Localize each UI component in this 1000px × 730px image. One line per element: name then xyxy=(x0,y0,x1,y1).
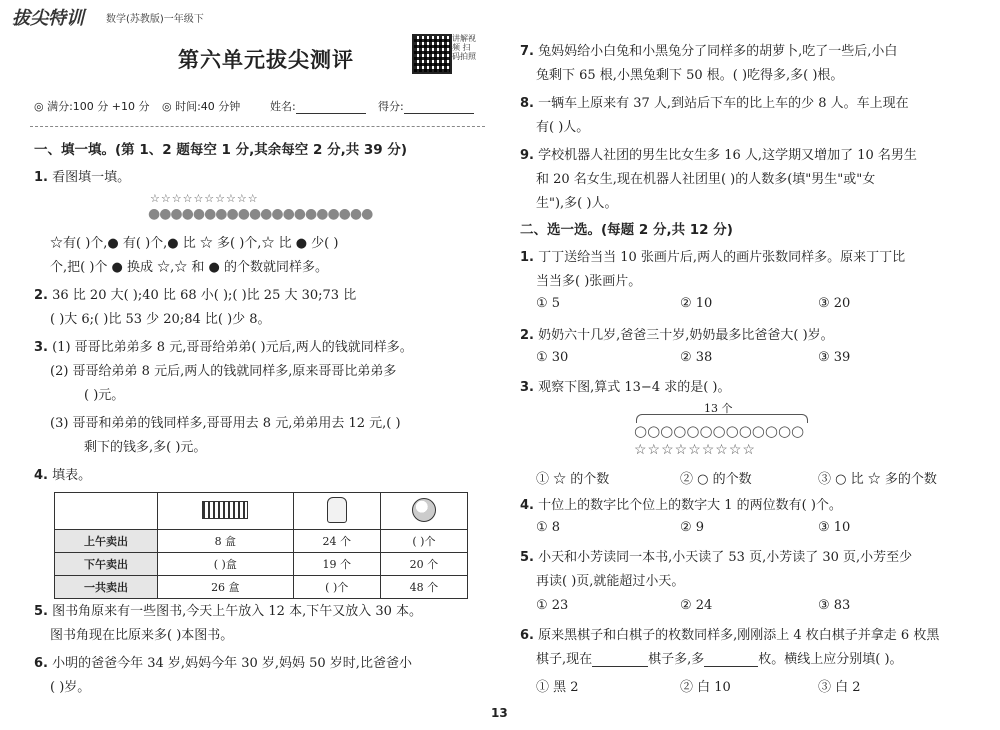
page-number: 13 xyxy=(491,706,508,720)
table-corner xyxy=(55,493,158,530)
table-cell[interactable]: ( )盒 xyxy=(158,553,294,576)
s2q2-text1: 奶奶六十几岁,爸爸三十岁,奶奶最多比爸爸大( )岁。 xyxy=(538,328,834,343)
q1-line2: 个,把( )个 ● 换成 ☆,☆ 和 ● 的个数就同样多。 xyxy=(50,260,329,275)
s2q2-number: 2. xyxy=(520,328,534,343)
q3-line2: (2) 哥哥给弟弟 8 元后,两人的钱就同样多,原来哥哥比弟弟多 xyxy=(50,364,397,379)
s2q6-line1 xyxy=(520,624,939,643)
q3-number: 3. xyxy=(34,340,48,355)
table-cell: 48 个 xyxy=(380,576,467,599)
s2q1-line1 xyxy=(520,246,905,265)
s2q6-blank-2[interactable] xyxy=(704,654,758,667)
stars-row: ☆☆☆☆☆☆☆☆☆ xyxy=(634,442,756,458)
q5-text1: 图书角原来有一些图书,今天上午放入 12 本,下午又放入 30 本。 xyxy=(52,604,423,619)
divider xyxy=(30,126,485,127)
q1-prompt xyxy=(34,166,130,185)
table-row xyxy=(55,530,468,553)
name-field[interactable] xyxy=(270,98,366,114)
s2q6-text2a: 棋子,现在 xyxy=(536,652,593,667)
backpack-icon xyxy=(327,497,347,523)
q1-text: 看图填一填。 xyxy=(52,170,131,185)
name-line xyxy=(296,101,366,114)
s2q1-option-2[interactable]: ② 10 xyxy=(680,296,713,311)
table-header-backpack xyxy=(293,493,380,530)
section1-heading: 一、填一填。(第 1、2 题每空 1 分,其余每空 2 分,共 39 分) xyxy=(34,142,408,158)
s2q5-line1 xyxy=(520,546,912,565)
table-cell: 8 盒 xyxy=(158,530,294,553)
s2q6-line2 xyxy=(536,648,903,667)
s2q5-line2: 再读( )页,就能超过小天。 xyxy=(536,574,685,589)
s2q3-text1: 观察下图,算式 13−4 求的是( )。 xyxy=(538,380,731,395)
q4-number: 4. xyxy=(34,468,48,483)
sales-table xyxy=(54,492,468,599)
s2q3-number: 3. xyxy=(520,380,534,395)
q2-line1 xyxy=(34,284,356,303)
score-line xyxy=(404,101,474,114)
q5-number: 5. xyxy=(34,604,48,619)
q2-text1: 36 比 20 大( );40 比 68 小( );( )比 25 大 30;73 比 xyxy=(52,288,357,303)
q5-line2: 图书角现在比原来多( )本图书。 xyxy=(50,628,234,643)
table-row xyxy=(55,553,468,576)
s2q6-blank-1[interactable] xyxy=(592,654,648,667)
table-cell: 20 个 xyxy=(380,553,467,576)
s2q1-number: 1. xyxy=(520,250,534,265)
time-limit: ◎ 时间:40 分钟 xyxy=(162,100,241,113)
s2q4-text1: 十位上的数字比个位上的数字大 1 的两位数有( )个。 xyxy=(538,498,842,513)
q6-number: 6. xyxy=(34,656,48,671)
score-label: 得分: xyxy=(378,100,404,113)
q8-number: 8. xyxy=(520,96,534,111)
s2q5-option-3[interactable]: ③ 83 xyxy=(818,598,851,613)
s2q3-option-3[interactable]: ③ ○ 比 ☆ 多的个数 xyxy=(818,472,937,487)
s2q4-option-3[interactable]: ③ 10 xyxy=(818,520,851,535)
q8-line1 xyxy=(520,92,909,111)
q6-line2: ( )岁。 xyxy=(50,680,91,695)
book-subtitle: 数学(苏教版)一年级下 xyxy=(106,14,204,25)
full-score: ◎ 满分:100 分 +10 分 xyxy=(34,100,150,113)
row-label: 下午卖出 xyxy=(55,553,158,576)
table-header-row xyxy=(55,493,468,530)
s2q1-text1: 丁丁送给当当 10 张画片后,两人的画片张数同样多。原来丁丁比 xyxy=(538,250,906,265)
q7-line1 xyxy=(520,40,897,59)
q9-number: 9. xyxy=(520,148,534,163)
q2-number: 2. xyxy=(34,288,48,303)
row-label: 一共卖出 xyxy=(55,576,158,599)
q7-line2: 兔剩下 65 根,小黑兔剩下 50 根。( )吃得多,多( )根。 xyxy=(536,68,844,83)
brand-logo: 拔尖特训 xyxy=(12,8,84,29)
s2q4-option-1[interactable]: ① 8 xyxy=(536,520,561,535)
q3-line4: (3) 哥哥和弟弟的钱同样多,哥哥用去 8 元,弟弟用去 12 元,( ) xyxy=(50,416,401,431)
q1-dots: ●●●●●●●●●●●●●●●●●●●● xyxy=(148,206,373,222)
table-row xyxy=(55,576,468,599)
q7-text1: 兔妈妈给小白兔和小黑兔分了同样多的胡萝卜,吃了一些后,小白 xyxy=(538,44,898,59)
section2-heading: 二、选一选。(每题 2 分,共 12 分) xyxy=(520,222,733,238)
s2q6-number: 6. xyxy=(520,628,534,643)
q1-line1: ☆有( )个,● 有( )个,● 比 ☆ 多( )个,☆ 比 ● 少( ) xyxy=(50,236,339,251)
q3-line3: ( )元。 xyxy=(84,388,125,403)
q1-stars: ☆☆☆☆☆☆☆☆☆☆ xyxy=(150,192,259,205)
q7-number: 7. xyxy=(520,44,534,59)
s2q6-text2b: 棋子多,多 xyxy=(648,652,705,667)
s2q6-option-1[interactable]: ① 黑 2 xyxy=(536,680,579,695)
s2q6-option-2[interactable]: ② 白 10 xyxy=(680,680,731,695)
name-label: 姓名: xyxy=(270,100,296,113)
s2q5-option-1[interactable]: ① 23 xyxy=(536,598,569,613)
q9-line1 xyxy=(520,144,917,163)
q9-text1: 学校机器人社团的男生比女生多 16 人,这学期又增加了 10 名男生 xyxy=(538,148,917,163)
qr-label: 讲解视频 扫码拍照 xyxy=(452,34,476,61)
s2q2-line1 xyxy=(520,324,834,343)
s2q1-line2: 当当多( )张画片。 xyxy=(536,274,642,289)
volleyball-icon xyxy=(412,498,436,522)
s2q3-option-1[interactable]: ① ☆ 的个数 xyxy=(536,472,610,487)
table-cell: 26 盒 xyxy=(158,576,294,599)
circles-row: ○○○○○○○○○○○○○ xyxy=(634,422,805,440)
s2q1-option-3[interactable]: ③ 20 xyxy=(818,296,851,311)
table-header-keyboard xyxy=(158,493,294,530)
table-cell[interactable]: ( )个 xyxy=(380,530,467,553)
s2q2-option-1[interactable]: ① 30 xyxy=(536,350,569,365)
s2q3-option-2[interactable]: ② ○ 的个数 xyxy=(680,472,752,487)
q6-text1: 小明的爸爸今年 34 岁,妈妈今年 30 岁,妈妈 50 岁时,比爸爸小 xyxy=(52,656,412,671)
score-field[interactable] xyxy=(378,98,474,114)
s2q5-text1: 小天和小芳读同一本书,小天读了 53 页,小芳读了 30 页,小芳至少 xyxy=(538,550,913,565)
s2q2-option-3[interactable]: ③ 39 xyxy=(818,350,851,365)
keyboard-icon xyxy=(202,501,248,519)
q9-line2: 和 20 名女生,现在机器人社团里( )的人数多(填"男生"或"女 xyxy=(536,172,876,187)
q4-text: 填表。 xyxy=(52,468,92,483)
s2q5-number: 5. xyxy=(520,550,534,565)
s2q6-text1: 原来黑棋子和白棋子的枚数同样多,刚刚添上 4 枚白棋子并拿走 6 枚黑 xyxy=(538,628,940,643)
page-title: 第六单元拔尖测评 xyxy=(178,47,354,72)
s2q1-option-1[interactable]: ① 5 xyxy=(536,296,561,311)
q3-text1: (1) 哥哥比弟弟多 8 元,哥哥给弟弟( )元后,两人的钱就同样多。 xyxy=(52,340,413,355)
table-cell: 19 个 xyxy=(293,553,380,576)
s2q4-number: 4. xyxy=(520,498,534,513)
qr-code-icon[interactable] xyxy=(412,34,452,74)
s2q5-option-2[interactable]: ② 24 xyxy=(680,598,713,613)
table-cell: 24 个 xyxy=(293,530,380,553)
table-header-ball xyxy=(380,493,467,530)
q8-text1: 一辆车上原来有 37 人,到站后下车的比上车的少 8 人。车上现在 xyxy=(538,96,909,111)
s2q2-option-2[interactable]: ② 38 xyxy=(680,350,713,365)
row-label: 上午卖出 xyxy=(55,530,158,553)
q6-line1 xyxy=(34,652,412,671)
s2q6-option-3[interactable]: ③ 白 2 xyxy=(818,680,861,695)
q8-line2: 有( )人。 xyxy=(536,120,590,135)
table-cell[interactable]: ( )个 xyxy=(293,576,380,599)
brace-label: 13 个 xyxy=(704,402,733,415)
q1-number: 1. xyxy=(34,170,48,185)
q5-line1 xyxy=(34,600,422,619)
q2-line2: ( )大 6;( )比 53 少 20;84 比( )少 8。 xyxy=(50,312,271,327)
q9-line3: 生"),多( )人。 xyxy=(536,196,618,211)
s2q4-line1 xyxy=(520,494,842,513)
q3-line1 xyxy=(34,336,413,355)
q4-prompt xyxy=(34,464,91,483)
q3-line5: 剩下的钱多,多( )元。 xyxy=(84,440,207,455)
s2q4-option-2[interactable]: ② 9 xyxy=(680,520,705,535)
s2q3-line1 xyxy=(520,376,731,395)
s2q6-text2c: 枚。横线上应分别填( )。 xyxy=(758,652,903,667)
